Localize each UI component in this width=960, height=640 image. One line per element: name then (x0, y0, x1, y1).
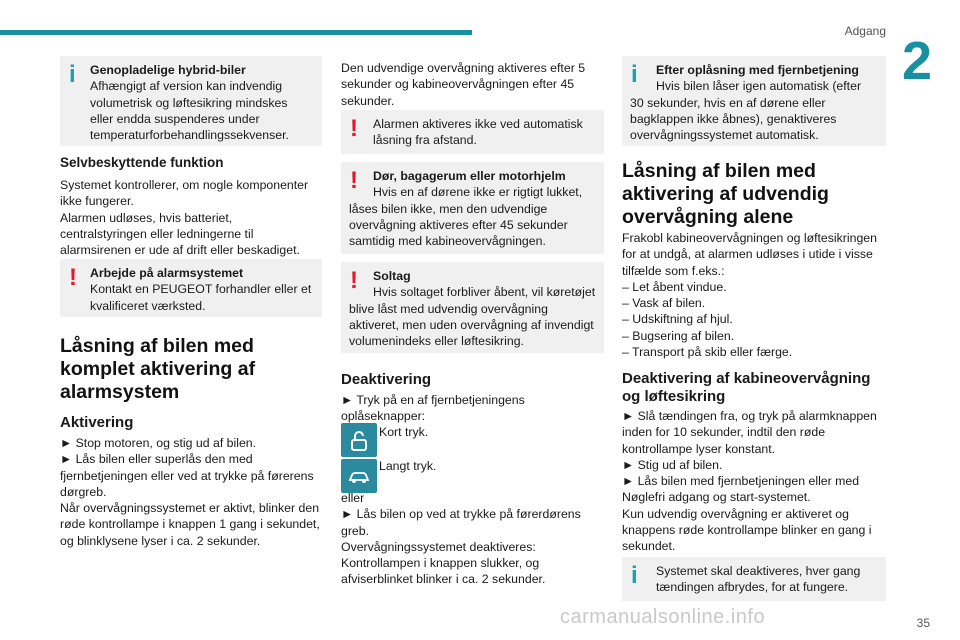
warning-box-title: Dør, bagagerum eller motorhjelm (373, 169, 566, 183)
watermark: carmanualsonline.info (560, 606, 766, 628)
info-box-text: Afhængigt af version kan indvendig volumetrisk og løftesikring mindskes eller endda suspenderes under temperaturforbehandlingssekvenser. (90, 79, 289, 143)
info-box-title: Efter oplåsning med fjernbetjening (656, 63, 859, 77)
text-deactivate-cabin: ► Slå tændingen fra, og tryk på alarmknappen inden for 10 sekunder, indtil den røde kontrollampe lyser konstant. ► Stig ud af bilen. ► Lås bilen med fjernbetjeningen eller med Nøglefri adgang og start-systemet. Kun udvendig overvågning er aktiveret og knappens røde kontrollampe blinker en gang i sekundet. (622, 409, 877, 554)
text-monitoring-delay: Den udvendige overvågning aktiveres efter 5 sekunder og kabineovervågningen efter 45 sekunder. (341, 61, 586, 108)
warning-box-text: Kontakt en PEUGEOT forhandler eller et kvalificeret værksted. (90, 282, 312, 313)
top-accent-bar (0, 30, 472, 35)
info-box-title: Genopladelige hybrid-biler (90, 63, 246, 77)
key-long-press-label: Langt tryk. (379, 459, 437, 473)
text-lock-exterior: Frakobl kabineovervågningen og løftesikringen for at undgå, at alarmen udløses i utide i visse tilfælde som f.eks.: – Let åbent vindue. – Vask af bilen. – Udskiftning af hjul. – Bugsering af bilen. – Transport på skib eller færge. (622, 231, 877, 360)
heading-deactivate-cabin: Deaktivering af kabineovervågning og løftesikring (622, 370, 871, 405)
text-self-protect: Systemet kontrollerer, om nogle komponenter ikke fungerer. Alarmen udløses, hvis batteriet, centralstyringen eller ledningerne til alarmsirenen er ude af drift eller beskadiget. (60, 178, 309, 258)
text-activation: ► Stop motoren, og stig ud af bilen. ► Lås bilen eller superlås den med fjernbetjeningen eller ved at trykke på førerens dørgreb. Når overvågningssystemet er aktivt, blinker den røde kontrollampe i knappen 1 gang i sekundet, og blinklysene lyser i ca. 2 sekunder. (60, 436, 320, 548)
info-icon: i (631, 562, 638, 589)
heading-lock-exterior: Låsning af bilen med aktivering af udvendig overvågning alene (622, 160, 829, 228)
car-icon (347, 465, 371, 489)
key-short-press-label: Kort tryk. (379, 425, 429, 439)
info-box-unlock-remote (622, 56, 886, 146)
heading-lock-full-alarm: Låsning af bilen med komplet aktivering af alarmsystem (60, 335, 256, 403)
text-deactivation-rest: eller ► Lås bilen op ved at trykke på førerdørens greb. Overvågningssystemet deaktiveres: Kontrollampen i knappen slukker, og afviserblinket blinker i ca. 2 sekunder. (341, 491, 581, 587)
info-box-deactivate-ignition (622, 557, 886, 601)
section-name: Adgang (844, 24, 886, 38)
info-icon: i (631, 61, 638, 88)
text-deactivation-intro: ► Tryk på en af fjernbetjeningens oplåseknapper: (341, 393, 525, 424)
warning-box-alarm-work (60, 259, 322, 317)
info-box-text: Systemet skal deaktiveres, hver gang tændingen afbrydes, for at fungere. (656, 564, 861, 595)
warning-icon: ! (69, 264, 77, 291)
info-box-text: Hvis bilen låser igen automatisk (efter 30 sekunder, hvis en af dørene eller bagklappen ikke åbnes), genaktiveres overvågningssystemet automatisk. (630, 79, 862, 143)
warning-box-text: Alarmen aktiveres ikke ved automatisk låsning fra afstand. (373, 117, 583, 148)
heading-deactivation: Deaktivering (341, 371, 432, 388)
warning-icon: ! (350, 167, 358, 194)
chapter-number: 2 (901, 31, 932, 91)
warning-box-text: Hvis soltaget forbliver åbent, vil køretøjet blive låst med udvendig overvågning aktiveret, men uden overvågning af invendigt volumenindeks eller løftesikring. (349, 285, 596, 349)
unlock-key-long-icon (341, 459, 377, 493)
warning-box-title: Soltag (373, 269, 411, 283)
warning-box-text: Hvis en af dørene ikke er rigtigt lukket, låses bilen ikke, men den udvendige overvågning aktiveres efter 45 sekunder samtidig med kabineovervågningen. (349, 185, 583, 249)
padlock-open-icon (347, 429, 371, 453)
heading-activation: Aktivering (60, 414, 134, 431)
warning-box-sunroof (341, 262, 604, 353)
warning-box-auto-lock (341, 110, 604, 154)
info-icon: i (69, 61, 76, 88)
warning-icon: ! (350, 267, 358, 294)
warning-box-doors (341, 162, 604, 254)
warning-box-title: Arbejde på alarmsystemet (90, 266, 244, 280)
warning-icon: ! (350, 115, 358, 142)
info-box-hybrid (60, 56, 322, 146)
page-number: 35 (916, 616, 930, 630)
heading-self-protect: Selvbeskyttende funktion (60, 155, 224, 170)
unlock-key-short-icon (341, 423, 377, 457)
